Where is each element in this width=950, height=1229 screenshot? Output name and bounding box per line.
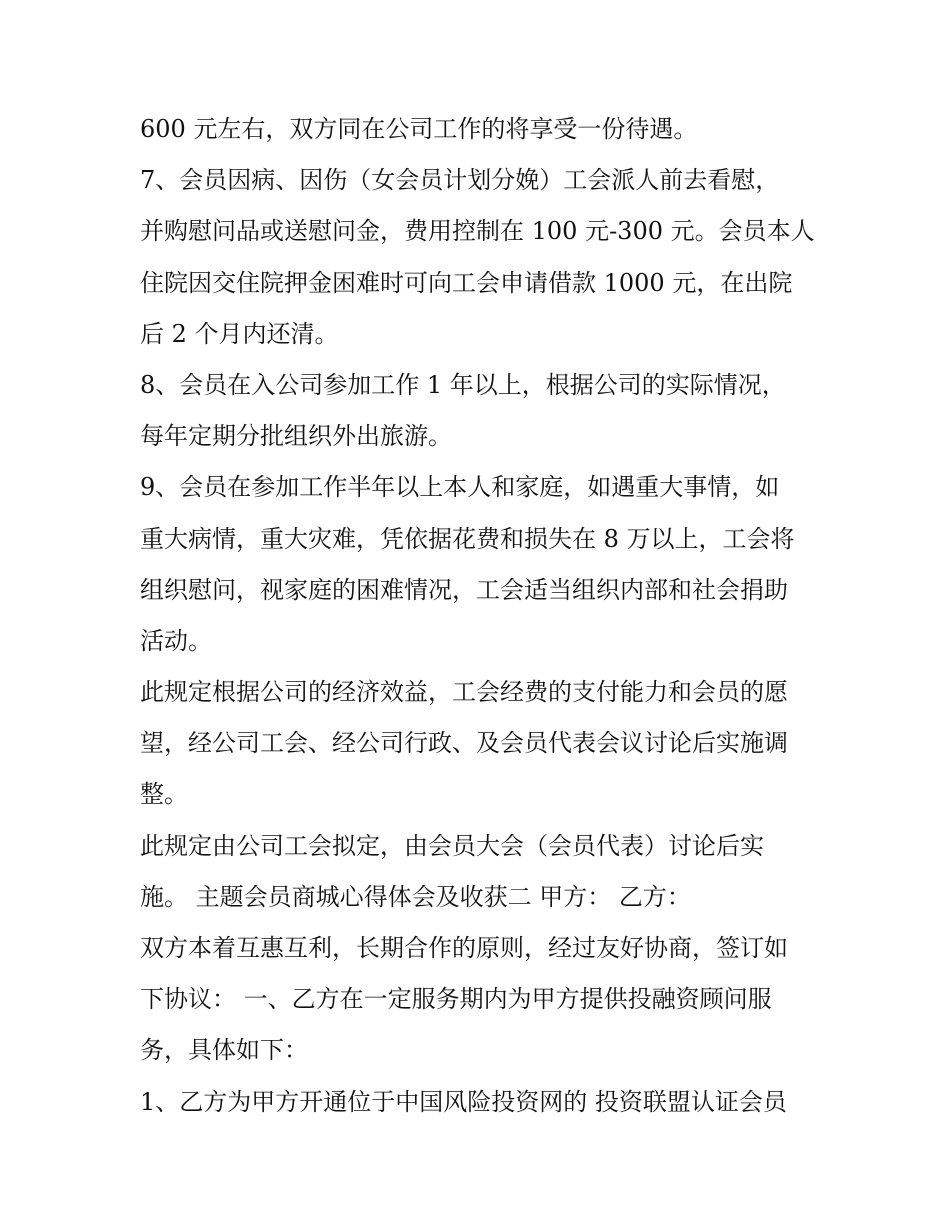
- text-line: 活动。: [140, 626, 212, 655]
- text-line: 组织慰问，视家庭的困难情况，工会适当组织内部和社会捐助: [140, 575, 788, 604]
- text-line: 此规定由公司工会拟定，由会员大会（会员代表）讨论后实: [140, 831, 764, 860]
- text-line: 望，经公司工会、经公司行政、及会员代表会议讨论后实施调: [140, 729, 788, 758]
- text-line: 重大病情，重大灾难，凭依据花费和损失在 8 万以上，工会将: [140, 524, 795, 553]
- text-line: 8、会员在入公司参加工作 1 年以上，根据公司的实际情况，: [140, 370, 786, 399]
- text-line: 1、乙方为甲方开通位于中国风险投资网的 投资联盟认证会员: [140, 1087, 787, 1116]
- text-line: 600 元左右，双方同在公司工作的将享受一份待遇。: [140, 115, 698, 143]
- text-line: 此规定根据公司的经济效益，工会经费的支付能力和会员的愿: [140, 678, 788, 707]
- text-line: 9、会员在参加工作半年以上本人和家庭，如遇重大事情，如: [140, 473, 780, 502]
- text-line: 双方本着互惠互利，长期合作的原则，经过友好协商，签订如: [140, 934, 788, 962]
- text-line: 后 2 个月内还清。: [140, 319, 339, 348]
- text-line: 下协议： 一、乙方在一定服务期内为甲方提供投融资顾问服: [140, 985, 772, 1014]
- text-line: 整。: [140, 780, 188, 809]
- text-line: 7、会员因病、因伤（女会员计划分娩）工会派人前去看慰，: [140, 166, 780, 195]
- text-line: 施。 主题会员商城心得体会及收获二 甲方： 乙方：: [140, 882, 691, 911]
- text-line: 并购慰问品或送慰问金，费用控制在 100 元-300 元。会员本人: [140, 217, 815, 246]
- text-line: 务，具体如下：: [140, 1036, 308, 1065]
- text-line: 住院因交住院押金困难时可向工会申请借款 1000 元，在出院: [140, 268, 793, 297]
- text-line: 每年定期分批组织外出旅游。: [140, 422, 452, 451]
- document-body: [140, 104, 820, 1128]
